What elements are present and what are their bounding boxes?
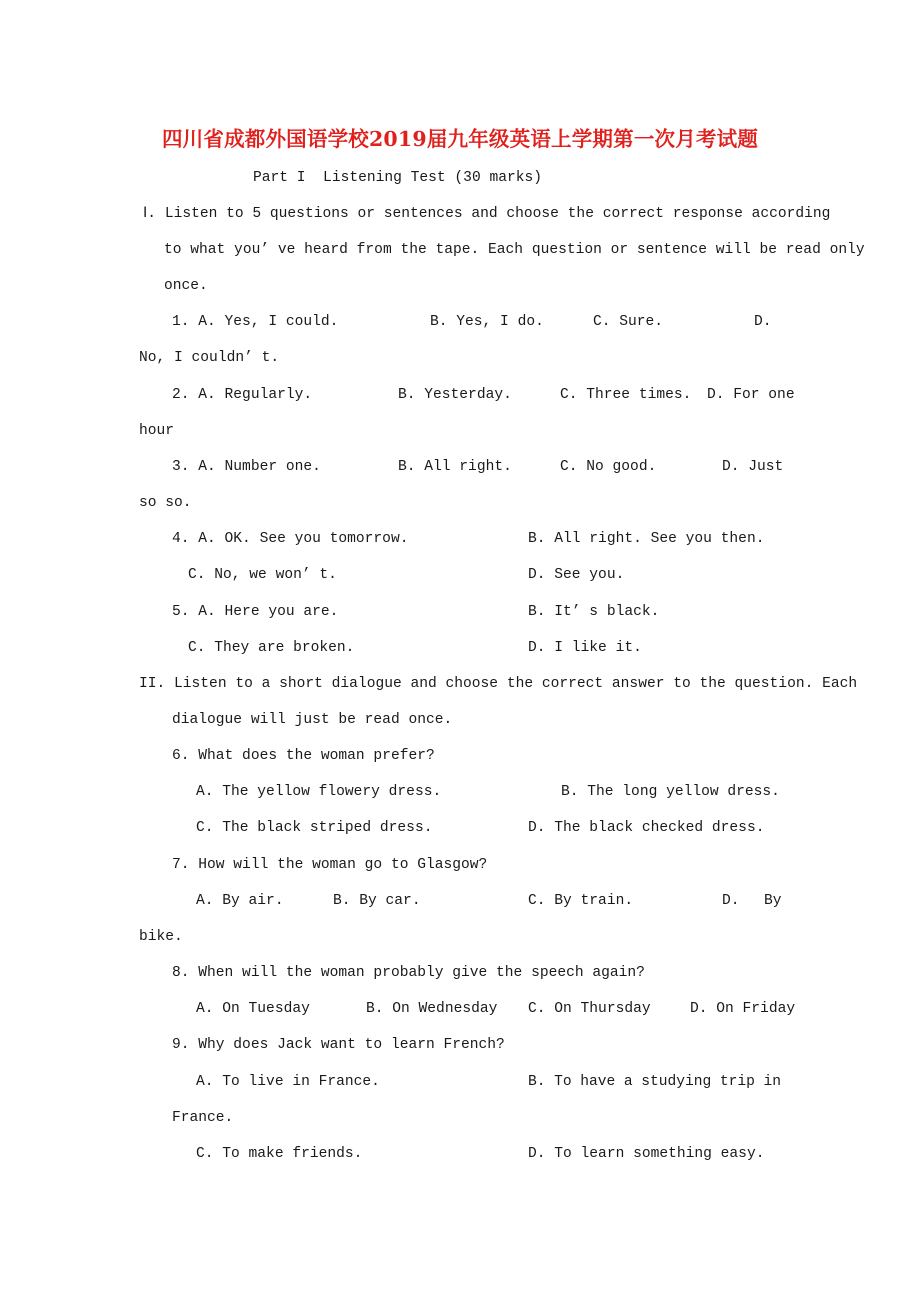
q8-option-c: C. On Thursday [528, 1001, 651, 1017]
q9-option-c: C. To make friends. [196, 1146, 363, 1162]
q6-option-c: C. The black striped dress. [196, 820, 433, 836]
q9-option-b-word: a [623, 1074, 633, 1090]
q1-option-c: C. Sure. [593, 314, 664, 330]
q7-option-c: C. By train. [528, 893, 634, 909]
q1-option-b: B. Yes, I do. [430, 314, 544, 330]
q8-option-d: D. On Friday [690, 1001, 796, 1017]
q1-option-a: 1. A. Yes, I could. [172, 314, 339, 330]
q7-option-b: B. By car. [333, 893, 421, 909]
q1-option-d-continued: No, I couldn’ t. [139, 350, 280, 366]
q3-option-a: 3. A. Number one. [172, 459, 321, 475]
section1-instruction-line3: once. [164, 278, 208, 294]
q5-option-a: 5. A. Here you are. [172, 604, 339, 620]
q8-question: 8. When will the woman probably give the speech again? [172, 965, 645, 981]
q4-option-d: D. See you. [528, 567, 625, 583]
q2-option-c: C. Three times. [560, 387, 692, 403]
q8-option-a: A. On Tuesday [196, 1001, 310, 1017]
q9-option-b [528, 1073, 781, 1091]
q6-option-d: D. The black checked dress. [528, 820, 765, 836]
q6-option-a: A. The yellow flowery dress. [196, 784, 442, 800]
q9-option-b-word: B. [528, 1074, 546, 1090]
q9-option-a: A. To live in France. [196, 1074, 380, 1090]
q2-option-d: D. For one [707, 387, 795, 403]
q6-option-b: B. The long yellow dress. [561, 784, 780, 800]
q7-option-d-continued: bike. [139, 929, 183, 945]
q5-option-b: B. It’ s black. [528, 604, 660, 620]
q7-option-d-word: By [764, 893, 782, 909]
q9-question: 9. Why does Jack want to learn French? [172, 1037, 505, 1053]
page-title: 四川省成都外国语学校2019届九年级英语上学期第一次月考试题 [161, 127, 759, 151]
section2-instruction-line1: II. Listen to a short dialogue and choose the correct answer to the question. Each [139, 676, 858, 692]
q5-option-c: C. They are broken. [188, 640, 355, 656]
q3-option-d: D. Just [722, 459, 784, 475]
q4-option-c: C. No, we won’ t. [188, 567, 337, 583]
q9-option-b-word: trip [719, 1074, 755, 1090]
q9-option-b-word: have [580, 1074, 616, 1090]
section1-instruction-line2: to what you’ ve heard from the tape. Each question or sentence will be read only [164, 242, 865, 258]
q5-option-d: D. I like it. [528, 640, 642, 656]
q3-option-b: B. All right. [398, 459, 512, 475]
q1-option-d: D. [754, 314, 772, 330]
q9-option-b-word: studying [641, 1074, 712, 1090]
q3-option-d-continued: so so. [139, 495, 192, 511]
q4-option-b: B. All right. See you then. [528, 531, 765, 547]
q3-option-c: C. No good. [560, 459, 657, 475]
q7-option-a: A. By air. [196, 893, 284, 909]
q2-option-d-continued: hour [139, 423, 175, 439]
q9-option-b-continued: France. [172, 1110, 234, 1126]
q2-option-a: 2. A. Regularly. [172, 387, 313, 403]
q9-option-b-word: in [763, 1074, 781, 1090]
q9-option-b-word: To [554, 1074, 572, 1090]
q8-option-b: B. On Wednesday [366, 1001, 498, 1017]
part-heading: Part I Listening Test (30 marks) [253, 170, 543, 186]
q6-question: 6. What does the woman prefer? [172, 748, 435, 764]
section2-instruction-line2: dialogue will just be read once. [172, 712, 453, 728]
q4-option-a: 4. A. OK. See you tomorrow. [172, 531, 409, 547]
section1-instruction-line1: Ⅰ. Listen to 5 questions or sentences and choose the correct response according [143, 206, 831, 222]
q9-option-d: D. To learn something easy. [528, 1146, 765, 1162]
q2-option-b: B. Yesterday. [398, 387, 512, 403]
q7-question: 7. How will the woman go to Glasgow? [172, 857, 488, 873]
q7-option-d-letter: D. [722, 893, 740, 909]
